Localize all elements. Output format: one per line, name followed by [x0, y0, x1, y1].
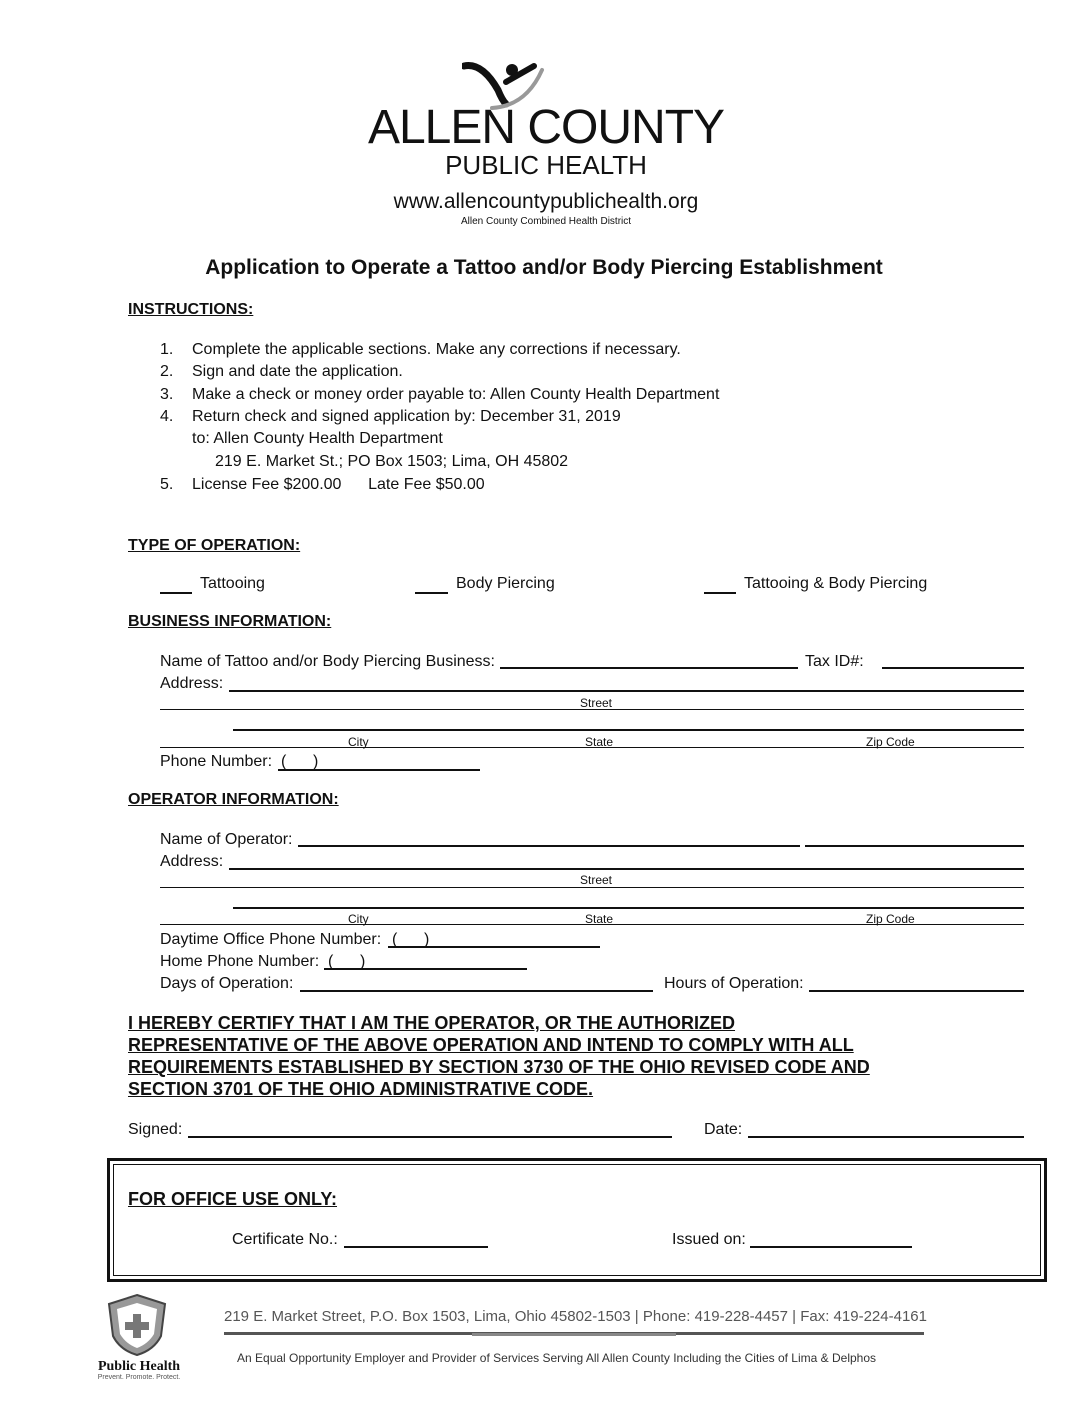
- tattoo-and-piercing-checkbox[interactable]: [704, 592, 736, 594]
- issued-on-field[interactable]: [750, 1246, 912, 1248]
- business-street-caption: Street: [580, 696, 613, 710]
- page-title: Application to Operate a Tattoo and/or Body Piercing Establishment: [205, 256, 883, 279]
- body-piercing-checkbox[interactable]: [415, 592, 448, 594]
- body-piercing-option-label: Body Piercing: [456, 575, 555, 592]
- website-link[interactable]: www.allencountypublichealth.org: [393, 190, 699, 213]
- signature-field[interactable]: [188, 1136, 672, 1138]
- home-phone-label: Home Phone Number:: [160, 953, 320, 970]
- signed-label: Signed:: [128, 1121, 183, 1138]
- tattoo-and-piercing-option-label: Tattooing & Body Piercing: [744, 575, 928, 592]
- certification-line: I HEREBY CERTIFY THAT I AM THE OPERATOR, OR THE AUTHORIZED: [128, 1013, 736, 1033]
- certification-statement: [128, 1012, 1028, 1100]
- office-use-heading: FOR OFFICE USE ONLY:: [128, 1189, 338, 1209]
- business-name-field[interactable]: [500, 667, 798, 669]
- operator-state-caption: State: [585, 912, 614, 926]
- tax-id-label: Tax ID#:: [805, 653, 864, 670]
- business-phone-field[interactable]: [278, 769, 480, 771]
- operator-address-field[interactable]: [229, 868, 1024, 870]
- date-label: Date:: [704, 1121, 743, 1138]
- business-address-field[interactable]: [229, 690, 1024, 692]
- instruction-num: 1.: [160, 341, 174, 358]
- business-zip-caption: Zip Code: [866, 735, 915, 749]
- footer-rule-accent: [472, 1333, 676, 1336]
- badge-label: Public Health: [97, 1359, 181, 1374]
- tattooing-checkbox[interactable]: [160, 592, 192, 594]
- operator-zip-caption: Zip Code: [866, 912, 915, 926]
- logo-line2: PUBLIC HEALTH: [445, 150, 647, 180]
- instructions-heading: INSTRUCTIONS:: [128, 301, 254, 318]
- footer-address: 219 E. Market Street, P.O. Box 1503, Lima, Ohio 45802-1503 | Phone: 419-228-4457 | Fax: 419-224-4161: [224, 1308, 927, 1325]
- certification-line: REQUIREMENTS ESTABLISHED BY SECTION 3730 OF THE OHIO REVISED CODE AND: [128, 1057, 870, 1077]
- badge-tagline: Prevent. Promote. Protect.: [97, 1374, 181, 1381]
- operator-name-field[interactable]: [298, 845, 800, 847]
- instruction-text: 219 E. Market St.; PO Box 1503; Lima, OH 45802: [215, 453, 569, 470]
- operator-city-caption: City: [348, 912, 369, 926]
- hours-of-operation-label: Hours of Operation:: [664, 975, 804, 992]
- business-city-caption: City: [348, 735, 369, 749]
- certificate-no-field[interactable]: [344, 1246, 488, 1248]
- footer-eoe: An Equal Opportunity Employer and Provider of Services Serving All Allen County Including the Cities of Lima & Delphos: [237, 1351, 876, 1365]
- issued-on-label: Issued on:: [672, 1231, 746, 1248]
- instruction-num: 5.: [160, 476, 174, 493]
- operation-heading: TYPE OF OPERATION:: [128, 537, 301, 554]
- instruction-text: Complete the applicable sections. Make any corrections if necessary.: [192, 341, 681, 358]
- district-label: Allen County Combined Health District: [460, 216, 632, 227]
- operator-name-label: Name of Operator:: [160, 831, 293, 848]
- daytime-phone-area-code: ( ): [392, 931, 430, 948]
- business-name-label: Name of Tattoo and/or Body Piercing Business:: [160, 653, 495, 670]
- operator-street-field[interactable]: [160, 887, 1024, 888]
- shield-cross-icon: [104, 1292, 170, 1358]
- business-phone-area-code: ( ): [281, 753, 319, 770]
- business-heading: BUSINESS INFORMATION:: [128, 613, 332, 630]
- operator-city-state-zip-field[interactable]: [233, 907, 1024, 909]
- instruction-text: License Fee $200.00 Late Fee $50.00: [192, 476, 485, 493]
- operator-street-caption: Street: [580, 873, 613, 887]
- instruction-text: Sign and date the application.: [192, 363, 403, 380]
- certification-line: REPRESENTATIVE OF THE ABOVE OPERATION AND INTEND TO COMPLY WITH ALL: [128, 1035, 854, 1055]
- tax-id-field[interactable]: [882, 667, 1024, 669]
- hours-of-operation-field[interactable]: [809, 990, 1024, 992]
- instruction-num: 3.: [160, 386, 174, 403]
- business-state-caption: State: [585, 735, 614, 749]
- instruction-text: Make a check or money order payable to: Allen County Health Department: [192, 386, 720, 403]
- operator-address-label: Address:: [160, 853, 224, 870]
- operator-heading: OPERATOR INFORMATION:: [128, 791, 339, 808]
- instruction-text: to: Allen County Health Department: [192, 430, 443, 447]
- instruction-num: 2.: [160, 363, 174, 380]
- business-phone-label: Phone Number:: [160, 753, 273, 770]
- instruction-num: 4.: [160, 408, 174, 425]
- days-of-operation-label: Days of Operation:: [160, 975, 294, 992]
- daytime-phone-label: Daytime Office Phone Number:: [160, 931, 382, 948]
- office-use-box: [107, 1158, 1047, 1282]
- certification-line: SECTION 3701 OF THE OHIO ADMINISTRATIVE CODE.: [128, 1079, 594, 1099]
- certificate-no-label: Certificate No.:: [232, 1231, 338, 1248]
- days-of-operation-field[interactable]: [300, 990, 653, 992]
- business-city-state-zip-field[interactable]: [233, 729, 1024, 731]
- home-phone-area-code: ( ): [328, 953, 366, 970]
- tattooing-option-label: Tattooing: [200, 575, 265, 592]
- daytime-phone-field[interactable]: [388, 946, 600, 948]
- date-field[interactable]: [748, 1136, 1024, 1138]
- instruction-text: Return check and signed application by: December 31, 2019: [192, 408, 621, 425]
- logo-line1: ALLEN COUNTY: [367, 101, 725, 154]
- operator-name-extra-field[interactable]: [805, 845, 1024, 847]
- home-phone-field[interactable]: [324, 968, 527, 970]
- business-address-label: Address:: [160, 675, 224, 692]
